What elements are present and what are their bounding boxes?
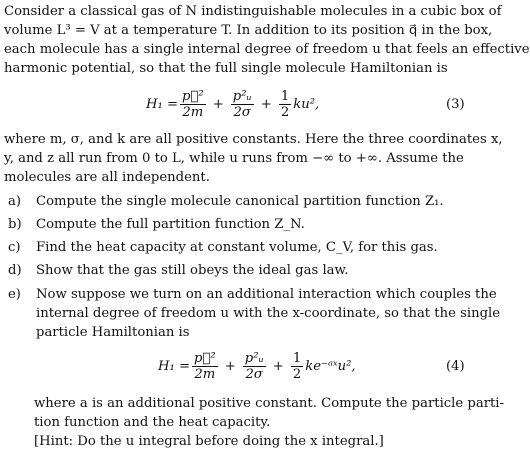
eq4-term3-tail: ke⁻ᵃˣu², — [305, 358, 356, 374]
eq4-term2: $\frac{\text{p²ᵤ}}{2\sigma}$ — [244, 350, 264, 382]
item-label: d) — [8, 263, 22, 278]
intro-paragraph — [4, 2, 530, 78]
middle-line: molecules are all independent. — [4, 170, 210, 185]
equation-3: H₁ = $\frac{\text{p⃗²}}{2m}$ + $\frac{\text{p²ᵤ}}{2\sigma}$ + $\frac{1}{2}$ ku², (3) — [146, 88, 465, 120]
item-label: e) — [8, 287, 21, 302]
item-label: c) — [8, 240, 21, 255]
eq4-lhs: H₁ = — [158, 358, 191, 374]
eq3-number: (3) — [446, 97, 465, 112]
eq4-term3: $\frac{1}{2}$ — [292, 350, 302, 382]
item-text: internal degree of freedom u with the x-coordinate, so that the single — [36, 306, 501, 321]
item-text: Find the heat capacity at constant volume, C_V, for this gas. — [36, 240, 438, 255]
item-text: Compute the full partition function Z_N. — [36, 217, 305, 232]
hint-text: [Hint: Do the u integral before doing the x integral.] — [34, 434, 384, 449]
eq3-term2: $\frac{\text{p²ᵤ}}{2\sigma}$ — [232, 88, 252, 120]
item-label: a) — [8, 194, 22, 209]
item-text: particle Hamiltonian is — [36, 325, 190, 340]
eq3-term3: $\frac{1}{2}$ — [280, 88, 290, 120]
item-text: Now suppose we turn on an additional interaction which couples the — [36, 287, 497, 302]
eq4-term1: $\frac{\text{p⃗²}}{2m}$ — [194, 350, 216, 382]
item-text: Compute the single molecule canonical partition function Z₁. — [36, 194, 444, 209]
middle-line: where m, σ, and k are all positive constants. Here the three coordinates x, — [4, 132, 503, 147]
closing-line: where a is an additional positive constant. Compute the particle parti- — [34, 396, 504, 411]
eq4-number: (4) — [446, 359, 465, 374]
closing-line: tion function and the heat capacity. — [34, 415, 271, 430]
intro-line: harmonic potential, so that the full single molecule Hamiltonian is — [4, 61, 448, 76]
equation-4: H₁ = $\frac{\text{p⃗²}}{2m}$ + $\frac{\text{p²ᵤ}}{2\sigma}$ + $\frac{1}{2}$ ke⁻ᵃˣu², (4) — [158, 350, 465, 382]
eq3-term3-tail: ku², — [293, 96, 320, 112]
middle-line: y, and z all run from 0 to L, while u runs from −∞ to +∞. Assume the — [4, 151, 464, 166]
intro-line: Consider a classical gas of N indistinguishable molecules in a cubic box of — [4, 4, 502, 19]
intro-line: each molecule has a single internal degree of freedom u that feels an effective — [4, 42, 530, 57]
middle-paragraph — [4, 130, 503, 187]
intro-line: volume L³ = V at a temperature T. In addition to its position q⃗ in the box, — [4, 23, 493, 38]
closing-paragraph — [34, 394, 504, 451]
item-text: Show that the gas still obeys the ideal gas law. — [36, 263, 349, 278]
eq3-term1: $\frac{\text{p⃗²}}{2m}$ — [182, 88, 204, 120]
eq3-lhs: H₁ = — [146, 96, 179, 112]
item-label: b) — [8, 217, 22, 232]
